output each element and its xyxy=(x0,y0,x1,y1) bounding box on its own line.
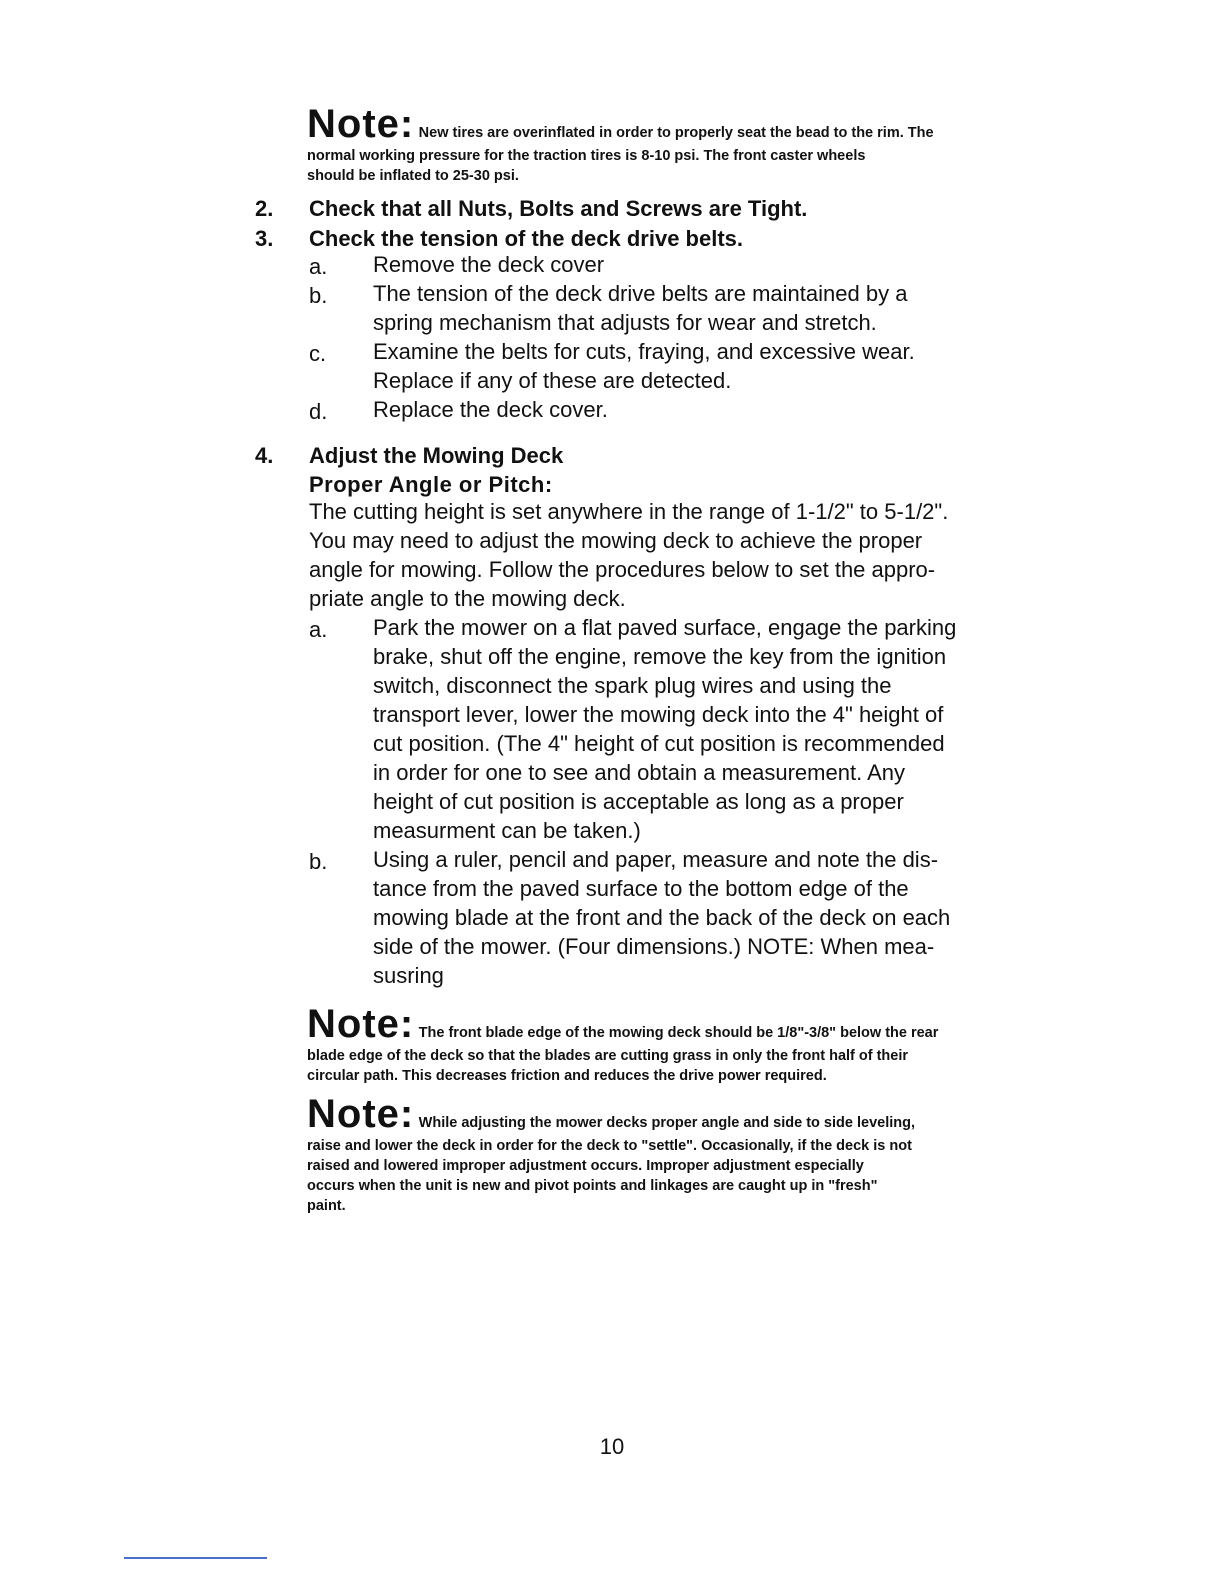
item-line: Using a ruler, pencil and paper, measure and note the dis- xyxy=(373,847,939,872)
step-title: Check that all Nuts, Bolts and Screws are Tight. xyxy=(309,196,808,221)
note-line: should be inflated to 25-30 psi. xyxy=(307,168,519,184)
item-line: in order for one to see and obtain a measurement. Any xyxy=(373,760,905,785)
item-line: cut position. (The 4" height of cut position is recommended xyxy=(373,731,945,756)
item-line: transport lever, lower the mowing deck into the 4" height of xyxy=(373,702,944,727)
note-line: circular path. This decreases friction and reduces the drive power required. xyxy=(307,1068,827,1084)
item-letter: d. xyxy=(309,399,328,424)
page-number: 10 xyxy=(599,1434,625,1459)
item-line: spring mechanism that adjusts for wear and stretch. xyxy=(373,310,877,335)
item-line: Remove the deck cover xyxy=(373,252,605,277)
footer-rule xyxy=(124,1557,267,1559)
step-title: Check the tension of the deck drive belts. xyxy=(309,226,743,251)
item-letter: b. xyxy=(309,849,328,874)
item-line: The tension of the deck drive belts are maintained by a xyxy=(373,281,908,306)
item-line: measurment can be taken.) xyxy=(373,818,641,843)
item-line: Replace the deck cover. xyxy=(373,397,608,422)
intro-line: The cutting height is set anywhere in the range of 1-1/2" to 5-1/2". xyxy=(309,499,949,524)
note-line: blade edge of the deck so that the blades are cutting grass in only the front half of their xyxy=(307,1048,909,1064)
note-line: While adjusting the mower decks proper angle and side to side leveling, xyxy=(418,1115,915,1131)
note-line: normal working pressure for the traction tires is 8-10 psi. The front caster wheels xyxy=(307,148,866,164)
item-line: brake, shut off the engine, remove the key from the ignition xyxy=(373,644,947,669)
item-line: susring xyxy=(373,963,444,988)
item-letter: c. xyxy=(309,341,327,366)
note-line: raise and lower the deck in order for the deck to "settle". Occasionally, if the deck is not xyxy=(307,1138,912,1154)
note-line: raised and lowered improper adjustment occurs. Improper adjustment especially xyxy=(307,1158,864,1174)
intro-line: You may need to adjust the mowing deck to achieve the proper xyxy=(309,528,923,553)
item-line: switch, disconnect the spark plug wires and using the xyxy=(373,673,892,698)
item-line: Replace if any of these are detected. xyxy=(373,368,732,393)
step-number: 4. xyxy=(255,443,274,468)
note-line: occurs when the unit is new and pivot points and linkages are caught up in "fresh" xyxy=(307,1178,878,1194)
step-number: 3. xyxy=(255,226,274,251)
note-label: Note: xyxy=(307,102,415,146)
note-adjusting xyxy=(307,1094,915,1216)
note-line: paint. xyxy=(307,1198,346,1214)
step-title: Adjust the Mowing Deck xyxy=(309,443,564,468)
item-line: Park the mower on a flat paved surface, engage the parking xyxy=(373,615,957,640)
item-line: Examine the belts for cuts, fraying, and excessive wear. xyxy=(373,339,915,364)
item-line: tance from the paved surface to the bottom edge of the xyxy=(373,876,909,901)
note-tires xyxy=(307,104,934,186)
item-line: mowing blade at the front and the back of the deck on each xyxy=(373,905,951,930)
step-subtitle: Proper Angle or Pitch: xyxy=(309,472,553,497)
item-letter: a. xyxy=(309,617,328,642)
note-line: New tires are overinflated in order to properly seat the bead to the rim. The xyxy=(418,125,934,141)
item-letter: a. xyxy=(309,254,328,279)
item-letter: b. xyxy=(309,283,328,308)
note-blade-edge xyxy=(307,1004,938,1086)
item-line: side of the mower. (Four dimensions.) NOTE: When mea- xyxy=(373,934,935,959)
item-line: height of cut position is acceptable as long as a proper xyxy=(373,789,904,814)
note-line: The front blade edge of the mowing deck should be 1/8"-3/8" below the rear xyxy=(418,1025,939,1041)
note-label: Note: xyxy=(307,1092,415,1136)
intro-line: priate angle to the mowing deck. xyxy=(309,586,626,611)
note-label: Note: xyxy=(307,1002,415,1046)
step-number: 2. xyxy=(255,196,274,221)
intro-line: angle for mowing. Follow the procedures below to set the appro- xyxy=(309,557,936,582)
